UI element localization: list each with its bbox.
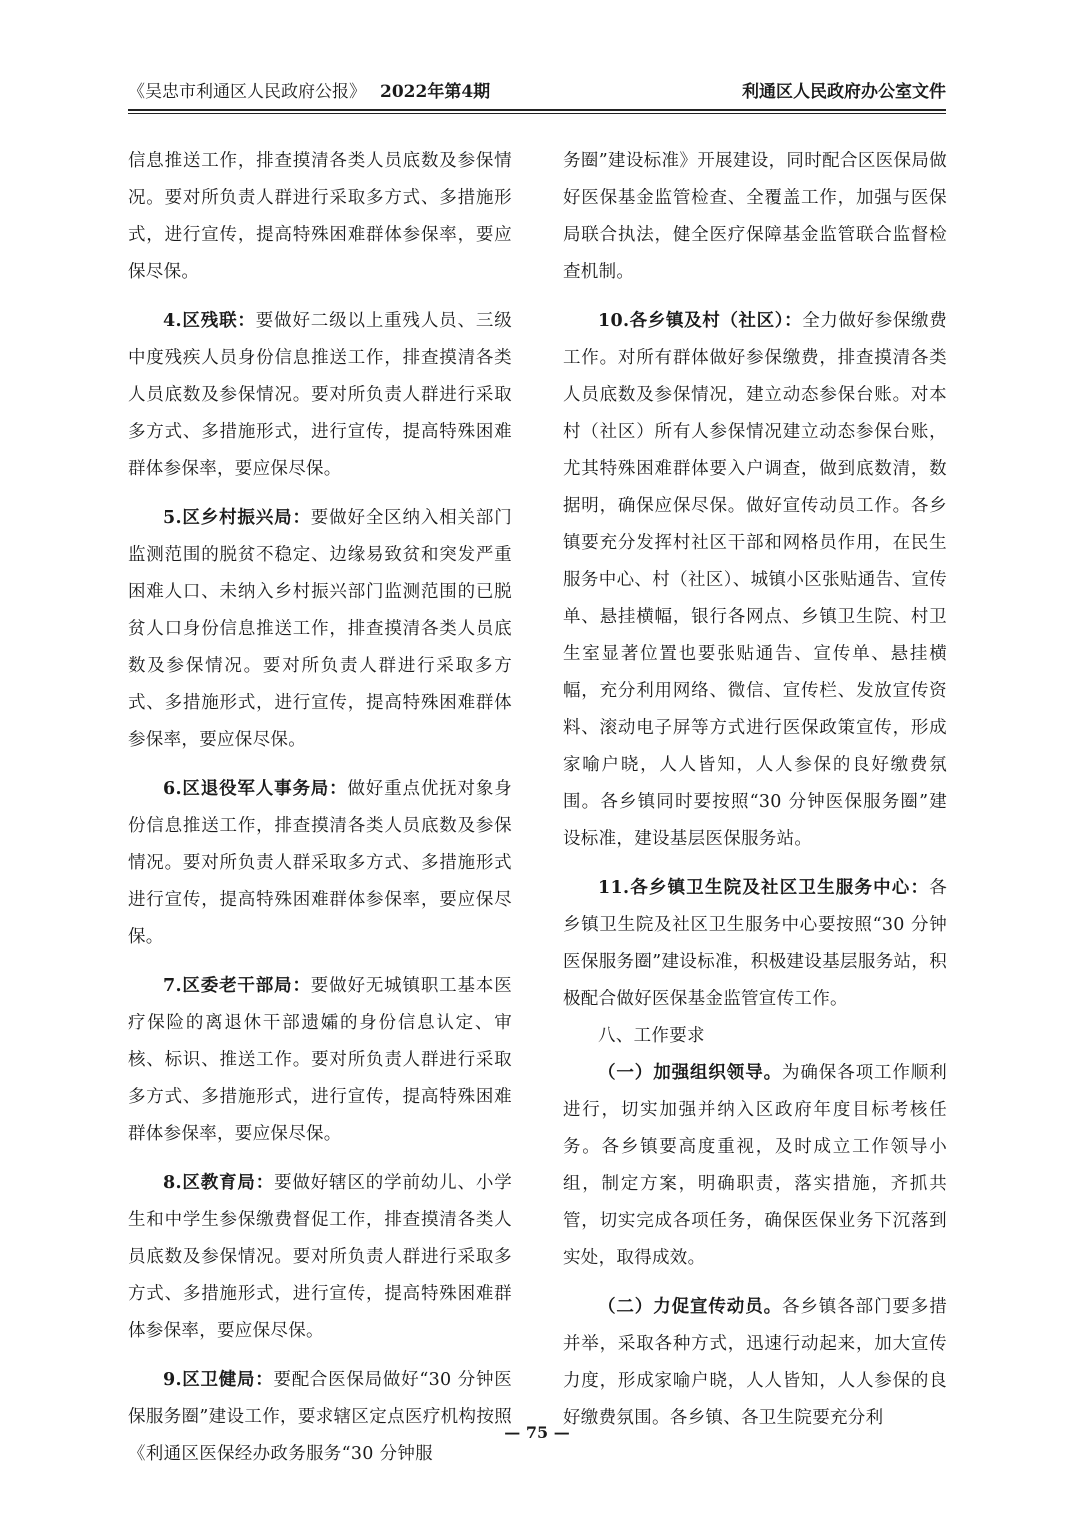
item-9-health (128, 1362, 512, 1473)
item-10-heading: 10.各乡镇及村（社区）： (598, 311, 803, 331)
page-number: — 75 — (504, 1423, 570, 1442)
requirement-2-text: 各乡镇各部门要多措并举，采取各种方式，迅速行动起来，加大宣传力度，形成家喻户晓，人人皆知，人人参保的良好缴费氛围。各乡镇、各卫生院要充分利 (563, 1297, 947, 1428)
requirement-2-heading: （二）力促宣传动员。 (598, 1297, 782, 1317)
issue-number: 2022年第4期 (380, 82, 491, 102)
item-9-text: 要配合医保局做好“30 分钟医保服务圈”建设工作，要求辖区定点医疗机构按照《利通区医保经办政务服务“30 分钟服 (128, 1370, 512, 1464)
header-left (128, 80, 490, 104)
item-4-disabled-federation (128, 303, 512, 488)
item-9-heading: 9.区卫健局： (163, 1370, 274, 1390)
right-column (563, 143, 947, 1428)
section-heading-8: 八、工作要求 (598, 1026, 705, 1046)
header-section: 利通区人民政府办公室文件 (742, 82, 946, 102)
item-7-heading: 7.区委老干部局： (163, 976, 311, 996)
item-11-heading: 11.各乡镇卫生院及社区卫生服务中心： (598, 878, 930, 898)
item-11-text: 各乡镇卫生院及社区卫生服务中心要按照“30 分钟医保服务圈”建设标准，积极建设基层服务站，积极配合做好医保基金监管宣传工作。 (563, 878, 947, 1009)
item-5-text: 要做好全区纳入相关部门监测范围的脱贫不稳定、边缘易致贫和突发严重困难人口、未纳入乡村振兴部门监测范围的已脱贫人口身份信息推送工作，排查摸清各类人员底数及参保情况。要对所负责人群进行采取多方式、多措施形式，进行宣传，提高特殊困难群体参保率，要应保尽保。 (128, 508, 512, 750)
item-6-veterans-affairs (128, 771, 512, 956)
header-rule-thick (128, 109, 946, 111)
item-10-text: 全力做好参保缴费工作。对所有群体做好参保缴费，排查摸清各类人员底数及参保情况，建立动态参保台账。对本村（社区）所有人参保情况建立动态参保台账，尤其特殊困难群体要入户调查，做到底数清，数据明，确保应保尽保。做好宣传动员工作。各乡镇要充分发挥村社区干部和网格员作用，在民生服务中心、村（社区）、城镇小区张贴通告、宣传单、悬挂横幅，银行各网点、乡镇卫生院、村卫生室显著位置也要张贴通告、宣传单、悬挂横幅，充分利用网络、微信、宣传栏、发放宣传资料、滚动电子屏等方式进行医保政策宣传，形成家喻户晓，人人皆知，人人参保的良好缴费氛围。各乡镇同时要按照“30 分钟医保服务圈”建设标准，建设基层医保服务站。 (563, 311, 947, 849)
item-9-continued: 务圈”建设标准》开展建设，同时配合区医保局做好医保基金监管检查、全覆盖工作，加强与医保局联合执法，健全医疗保障基金监管联合监督检查机制。 (563, 151, 947, 282)
item-10-townships-villages (563, 303, 947, 858)
item-7-veteran-cadres (128, 968, 512, 1153)
item-8-education (128, 1165, 512, 1350)
paragraph-continued: 信息推送工作，排查摸清各类人员底数及参保情况。要对所负责人群进行采取多方式、多措施形式，进行宣传，提高特殊困难群体参保率，要应保尽保。 (128, 151, 512, 282)
item-6-text: 做好重点优抚对象身份信息推送工作，排查摸清各类人员底数及参保情况。要对所负责人群采取多方式、多措施形式进行宣传，提高特殊困难群体参保率，要应保尽保。 (128, 779, 512, 947)
item-11-health-centers (563, 870, 947, 1018)
item-8-text: 要做好辖区的学前幼儿、小学生和中学生参保缴费督促工作，排查摸清各类人员底数及参保情况。要对所负责人群进行采取多方式、多措施形式，进行宣传，提高特殊困难群体参保率，要应保尽保。 (128, 1173, 512, 1341)
header-rule-thin (128, 113, 946, 114)
requirement-1-text: 为确保各项工作顺利进行，切实加强并纳入区政府年度目标考核任务。各乡镇要高度重视，及时成立工作领导小组，制定方案，明确职责，落实措施，齐抓共管，切实完成各项任务，确保医保业务下沉落到实处，取得成效。 (563, 1063, 947, 1268)
item-5-heading: 5.区乡村振兴局： (163, 508, 311, 528)
requirement-1 (563, 1055, 947, 1277)
item-8-heading: 8.区教育局： (163, 1173, 275, 1193)
item-6-heading: 6.区退役军人事务局： (163, 779, 348, 799)
journal-title: 《吴忠市利通区人民政府公报》 (128, 82, 366, 102)
item-4-text: 要做好二级以上重残人员、三级中度残疾人员身份信息推送工作，排查摸清各类人员底数及参保情况。要对所负责人群进行采取多方式、多措施形式，进行宣传，提高特殊困难群体参保率，要应保尽保。 (128, 311, 512, 479)
left-column (128, 143, 512, 1464)
item-4-heading: 4.区残联： (163, 311, 256, 331)
page-header (128, 80, 946, 108)
item-5-rural-revitalization (128, 500, 512, 759)
item-7-text: 要做好无城镇职工基本医疗保险的离退休干部遗孀的身份信息认定、审核、标识、推送工作。要对所负责人群进行采取多方式、多措施形式，进行宣传，提高特殊困难群体参保率，要应保尽保。 (128, 976, 512, 1144)
requirement-2 (563, 1289, 947, 1437)
requirement-1-heading: （一）加强组织领导。 (598, 1063, 782, 1083)
